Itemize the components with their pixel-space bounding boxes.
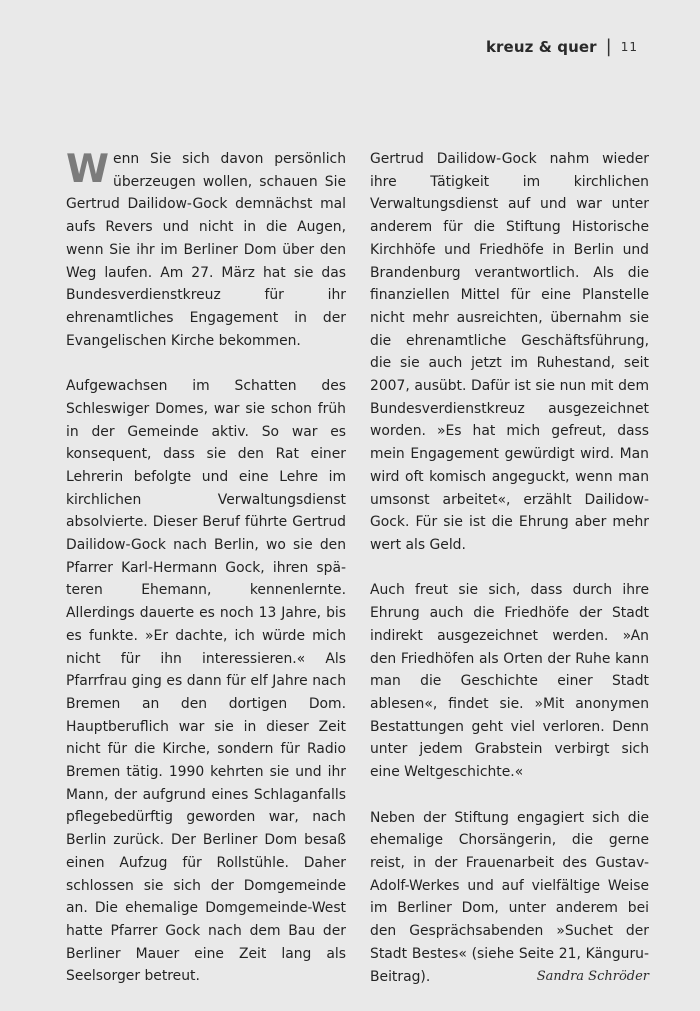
article-paragraph: Auch freut sie sich, dass durch ihre Ehrung auch die Friedhöfe der Stadt indirekt ausgezeichnet werden. »An den Friedhöfen als Orten der Ruhe kann man die Geschichte einer Stadt ablesen«, findet sie. »Mit anonymen Bestattungen geht viel verloren. Denn unter jedem Grabstein verbirgt sich eine Weltgeschichte.«	[370, 582, 649, 781]
page-header	[486, 38, 638, 56]
author-signature: Sandra Schröder	[536, 968, 649, 984]
magazine-section-title: kreuz & quer	[485, 38, 597, 56]
article-paragraph	[66, 148, 346, 352]
article-paragraph: Aufgewachsen im Schatten des Schleswiger Domes, war sie schon früh in der Gemeinde aktiv. So war es konsequent, dass sie den Rat einer Lehrerin befolgte und eine Lehre im kirchlichen Verwaltungsdienst absolvierte. Dieser Beruf führte Gertrud Dailidow-Gock nach Berlin, wo sie den Pfarrer Karl-Hermann Gock, ihren späteren Ehemann, kennenlernte. Allerdings dauerte es noch 13 Jahre, bis es funkte. »Er dachte, ich würde mich nicht für ihn interessieren.« Als Pfarrfrau ging es dann für elf Jahre nach Bremen an den dortigen Dom. Hauptberuflich war sie in dieser Zeit nicht für die Kirche, sondern für Radio Bremen tätig. 1990 kehrten sie und ihr Mann, der aufgrund eines Schlaganfalls pflegebedürftig geworden war, nach Berlin zurück. Der Berliner Dom besaß einen Aufzug für Rollstühle. Daher schlossen sie sich der Domgemeinde an. Die ehemalige Domgemeinde-West hatte Pfarrer Gock nach dem Bau der Berliner Mauer eine Zeit lang als Seelsorger betreut.	[66, 378, 346, 985]
header-separator: |	[605, 36, 612, 57]
paragraph-text: Neben der Stiftung engagiert sich die ehemalige Chorsängerin, die gerne reist, in der Frauenarbeit des Gustav-Adolf-Werkes und auf vielfältige Weise im Berliner Dom, unter anderem bei den Gesprächsabenden »Suchet der Stadt Bestes« (siehe Seite 21, Känguru-Beitrag).	[370, 809, 649, 985]
article-paragraph-final	[370, 807, 649, 989]
page-number: 11	[620, 40, 638, 54]
drop-cap: W	[66, 147, 110, 192]
paragraph-text: enn Sie sich davon persönlich überzeugen wollen, schauen Sie Gertrud Dailidow-Gock demnächst mal aufs Revers und nicht in die Augen, wenn Sie ihr im Berliner Dom über den Weg laufen. Am 27. März hat sie das Bundesverdienstkreuz für ihr ehrenamtliches Engagement in der Evangelischen Kirche bekommen.	[66, 151, 346, 349]
article-left-column	[66, 148, 346, 1011]
article-right-column	[370, 148, 649, 1011]
article-paragraph: Gertrud Dailidow-Gock nahm wieder ihre Tätigkeit im kirchlichen Verwaltungsdienst auf und war unter anderem für die Stiftung Historische Kirchhöfe und Friedhöfe in Berlin und Brandenburg verantwortlich. Als die finanziellen Mittel für eine Planstelle nicht mehr ausreichten, übernahm sie die ehrenamtliche Geschäftsführung, die sie auch jetzt im Ruhestand, seit 2007, ausübt. Dafür ist sie nun mit dem Bundesverdienstkreuz ausgezeichnet worden. »Es hat mich gefreut, dass mein Engagement gewürdigt wird. Man wird oft komisch angeguckt, wenn man umsonst arbeitet«, erzählt Dailidow-Gock. Für sie ist die Ehrung aber mehr wert als Geld.	[370, 151, 649, 553]
